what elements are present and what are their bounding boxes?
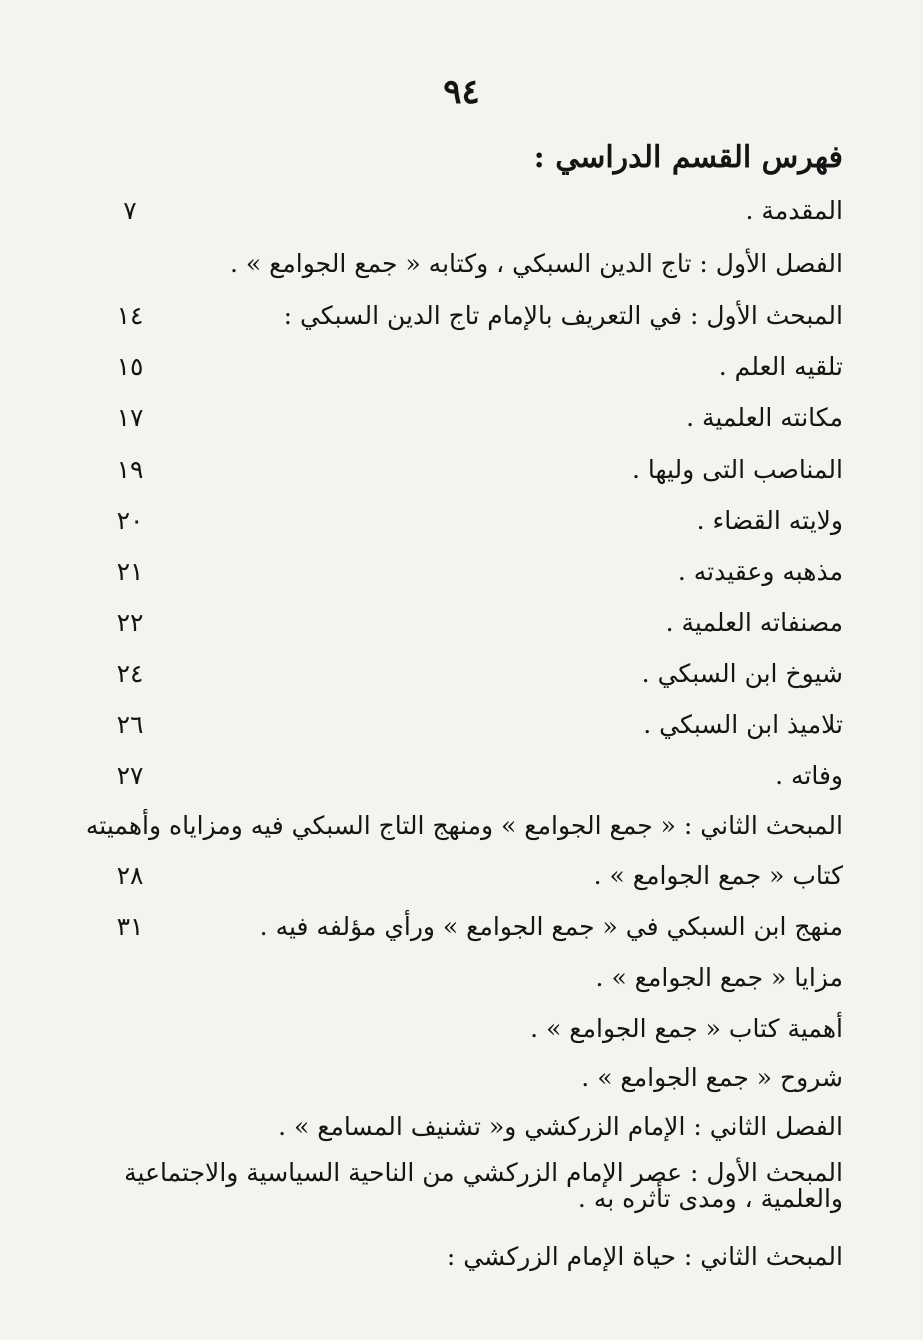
toc-entry-page: ٢٦ bbox=[116, 710, 144, 739]
toc-entry bbox=[60, 552, 843, 592]
toc-entry-page: ١٩ bbox=[116, 455, 144, 484]
toc-entry-title: وفاته . bbox=[775, 761, 843, 790]
toc-entry bbox=[60, 1058, 843, 1098]
toc-entry-page: ٣١ bbox=[116, 912, 144, 941]
toc-entry-page: ١٧ bbox=[116, 403, 144, 432]
toc-entry-page: ١٤ bbox=[116, 301, 144, 330]
toc-entry-title: مصنفاته العلمية . bbox=[665, 608, 843, 637]
toc-entry bbox=[60, 1107, 843, 1147]
toc-entry-title: المناصب التى وليها . bbox=[631, 455, 843, 484]
toc-entry-page: ٢٠ bbox=[116, 506, 144, 535]
toc-entry bbox=[60, 450, 843, 490]
toc-entry bbox=[60, 907, 843, 947]
toc-entry-page: ٢٨ bbox=[116, 861, 144, 890]
toc-entry-title: أهمية كتاب « جمع الجوامع » . bbox=[530, 1014, 843, 1043]
toc-entry bbox=[60, 296, 843, 336]
toc-entry bbox=[60, 856, 843, 896]
toc-entry-title: مذهبه وعقيدته . bbox=[677, 557, 843, 586]
toc-entry bbox=[60, 806, 843, 846]
toc-entry-title: المبحث الأول : في التعريف بالإمام تاج الدين السبكي : bbox=[283, 301, 843, 330]
toc-entry-title: المبحث الثاني : « جمع الجوامع » ومنهج التاج السبكي فيه ومزاياه وأهميته bbox=[85, 811, 843, 840]
toc-entry bbox=[60, 1009, 843, 1049]
page-number: ٩٤ bbox=[443, 72, 480, 112]
toc-entry-title: ولايته القضاء . bbox=[696, 506, 843, 535]
toc-entry-title: المبحث الثاني : حياة الإمام الزركشي : bbox=[446, 1242, 843, 1271]
toc-entry bbox=[60, 501, 843, 541]
toc-entry bbox=[60, 244, 843, 284]
toc-entry-title: تلاميذ ابن السبكي . bbox=[643, 710, 843, 739]
toc-entry bbox=[60, 347, 843, 387]
toc-entry-title: منهج ابن السبكي في « جمع الجوامع » ورأي مؤلفه فيه . bbox=[259, 912, 843, 941]
toc-entry-page: ٢٤ bbox=[116, 659, 144, 688]
toc-entry bbox=[60, 603, 843, 643]
toc-entry-page: ٢٧ bbox=[116, 761, 144, 790]
toc-entry-title: شروح « جمع الجوامع » . bbox=[581, 1063, 843, 1092]
toc-entry-page: ٧ bbox=[123, 196, 137, 225]
toc-entry bbox=[60, 705, 843, 745]
toc-entry bbox=[60, 191, 843, 231]
toc-entry-title: المقدمة . bbox=[745, 196, 843, 225]
toc-entry bbox=[70, 1160, 843, 1230]
toc-entry-title: مزايا « جمع الجوامع » . bbox=[595, 963, 843, 992]
toc-entry-title: تلقيه العلم . bbox=[718, 352, 843, 381]
toc-entry bbox=[60, 958, 843, 998]
toc-entry-title: المبحث الأول : عصر الإمام الزركشي من الناحية السياسية والاجتماعية والعلمية ، ومدى تأثره به . bbox=[124, 1158, 843, 1213]
toc-entry-title: كتاب « جمع الجوامع » . bbox=[593, 861, 843, 890]
toc-entry bbox=[60, 756, 843, 796]
toc-entry-title: الفصل الأول : تاج الدين السبكي ، وكتابه « جمع الجوامع » . bbox=[229, 249, 843, 278]
toc-entry bbox=[60, 654, 843, 694]
toc-entry-page: ١٥ bbox=[116, 352, 144, 381]
toc-entry bbox=[60, 1237, 843, 1277]
toc-entry-title: شيوخ ابن السبكي . bbox=[641, 659, 843, 688]
toc-entry-page: ٢١ bbox=[116, 557, 144, 586]
toc-entry-page: ٢٢ bbox=[116, 608, 144, 637]
toc-entry-title: الفصل الثاني : الإمام الزركشي و« تشنيف المسامع » . bbox=[278, 1112, 843, 1141]
index-heading: فهرس القسم الدراسي : bbox=[533, 140, 843, 175]
toc-entry-title: مكانته العلمية . bbox=[686, 403, 843, 432]
toc-entry bbox=[60, 398, 843, 438]
